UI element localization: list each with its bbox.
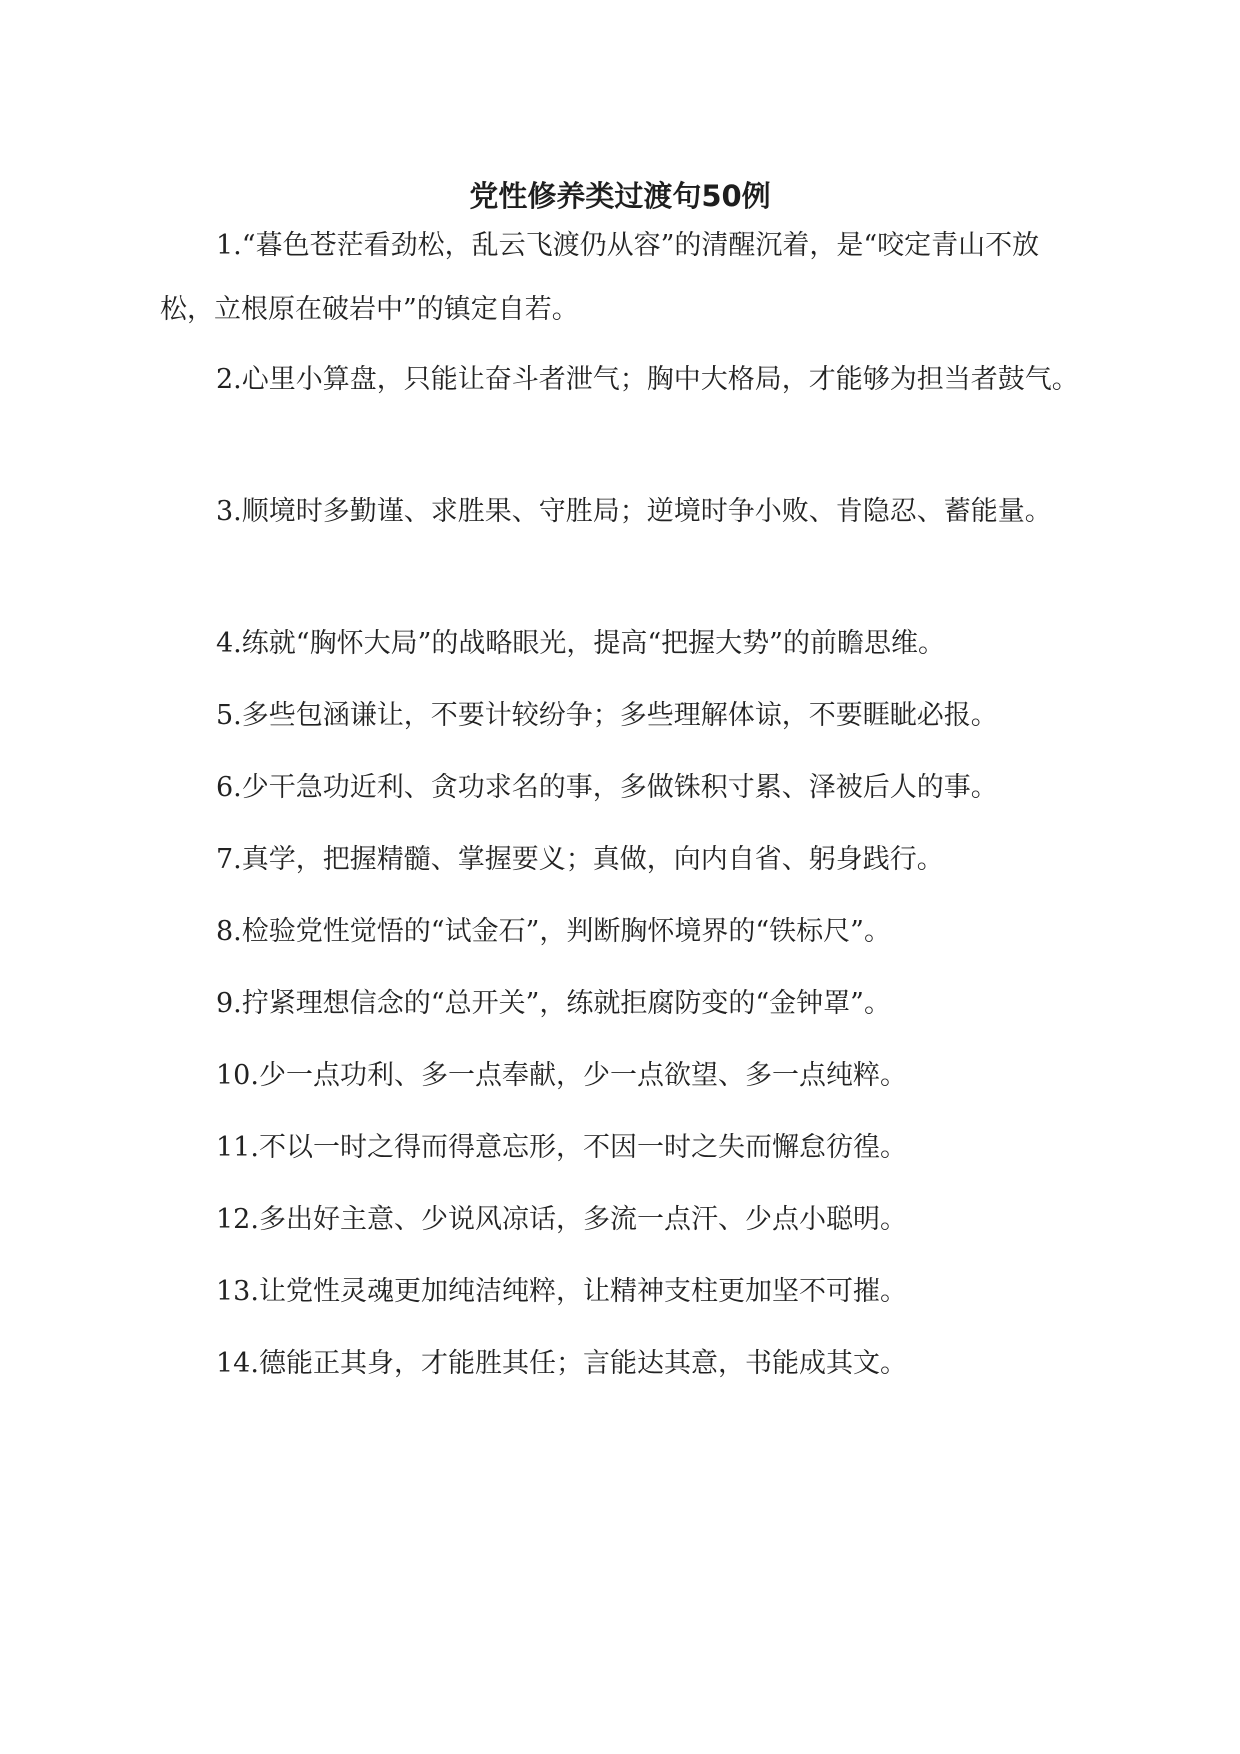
list-item: 3.顺境时多勤谨、求胜果、守胜局；逆境时争小败、肯隐忍、蓄能量。 [216, 496, 1052, 527]
list-item: 10.少一点功利、多一点奉献，少一点欲望、多一点纯粹。 [216, 1060, 907, 1091]
list-item: 2.心里小算盘，只能让奋斗者泄气；胸中大格局，才能够为担当者鼓气。 [216, 364, 1079, 395]
list-item: 12.多出好主意、少说风凉话，多流一点汗、少点小聪明。 [216, 1204, 907, 1235]
list-item: 4.练就“胸怀大局”的战略眼光，提高“把握大势”的前瞻思维。 [216, 628, 945, 659]
list-item: 14.德能正其身，才能胜其任；言能达其意，书能成其文。 [216, 1348, 907, 1379]
list-item: 7.真学，把握精髓、掌握要义；真做，向内自省、躬身践行。 [216, 844, 944, 875]
list-item: 1.“暮色苍茫看劲松，乱云飞渡仍从容”的清醒沉着，是“咬定青山不放松，立根原在破岩中”的镇定自若。 [160, 230, 1040, 325]
list-item: 11.不以一时之得而得意忘形，不因一时之失而懈怠彷徨。 [216, 1132, 907, 1163]
list-item: 13.让党性灵魂更加纯洁纯粹，让精神支柱更加坚不可摧。 [216, 1276, 907, 1307]
list-item: 8.检验党性觉悟的“试金石”，判断胸怀境界的“铁标尺”。 [216, 916, 891, 947]
document-title: 党性修养类过渡句50例 [469, 179, 771, 213]
list-item: 6.少干急功近利、贪功求名的事，多做铢积寸累、泽被后人的事。 [216, 772, 998, 803]
list-item: 9.拧紧理想信念的“总开关”，练就拒腐防变的“金钟罩”。 [216, 988, 891, 1019]
list-item: 5.多些包涵谦让，不要计较纷争；多些理解体谅，不要睚眦必报。 [216, 700, 998, 731]
